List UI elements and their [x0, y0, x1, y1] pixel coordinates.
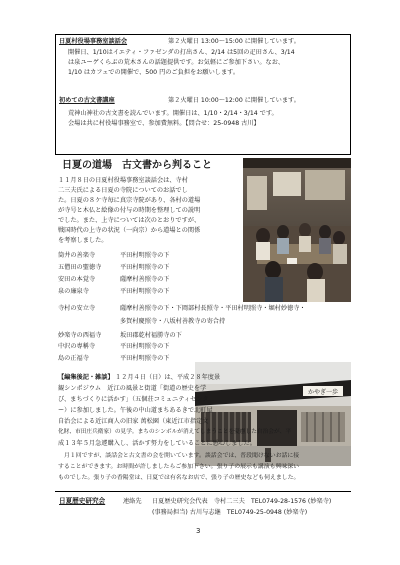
note-line: 月１回ですが、談話会と古文書の会を開いています。談話会では、普段聞けないお話に接 [64, 453, 300, 459]
temple-name: 筒井の善楽寺 [58, 252, 96, 259]
temple-name: 妙楽寺の西福寺 [58, 332, 102, 339]
footer-contact: (事務局担当) 古川与志継 TEL0749-25-0948 (妙楽寺) [152, 509, 308, 516]
footer-contact: 日夏歴史研究会代表 寺村二三夫 TEL0749-28-1576 (妙楽寺) [152, 498, 332, 505]
temple-row [58, 275, 170, 284]
temple-name: 五僧田の聖徳寺 [58, 264, 102, 271]
footer-org: 日夏歴史研究会 [59, 497, 106, 505]
course-title: 初めての古文書講座 [59, 97, 115, 104]
footer-contact-label: 連絡先 [123, 498, 142, 505]
note-head: 【編集後記・雑談】 [58, 374, 114, 381]
temple-row [58, 317, 225, 326]
meeting-photo [243, 158, 351, 302]
temple-row [58, 342, 170, 351]
article-line: た。日夏の８ケ寺毎に真宗寺院があり、各村の道場 [58, 197, 201, 204]
footer-divider [55, 491, 351, 492]
course-text: 会場は共に村役場事務室で、参加費無料。【問合せ：25-0948 古川】 [68, 120, 260, 127]
temple-row [58, 304, 306, 313]
temple-row [58, 354, 170, 363]
note-line: 観シンポジウム 近江の風景と街道「街道の歴史を学 [58, 385, 207, 392]
temple-desc: 平田村明照寺の下 [120, 288, 170, 295]
temple-desc: 坂田郡乾村福勝寺の下 [120, 332, 182, 339]
article-line: 二三夫氏による日夏の寺院についてのお話でし [58, 187, 188, 194]
meeting-text: 開催日、1/10はイエティ・ファゼンダの打出さん、2/14 は5回の疋田さん、3/14 [68, 49, 295, 56]
temple-desc: 平田村明照寺の下 [120, 264, 170, 271]
article-title: 日夏の道場 古文書から判ること [62, 160, 212, 171]
meeting-text: は泉ユーゲくらぶの荒木さんの話題提供です。お気軽にご参加下さい。なお、 [68, 59, 285, 66]
note-line: 化財、市田庄兵衛家）の見学。まちのシンボルが消えてしまうことを憂慮した自治会が、平 [58, 429, 292, 435]
article-line: を考察しました。 [58, 237, 108, 244]
temple-name: 島の正福寺 [58, 355, 89, 362]
temple-desc: 薩摩村善照寺の下 [120, 276, 170, 283]
note-line: １２月４日（日）は、平成２８年度景 [115, 374, 221, 381]
page-number: 3 [196, 527, 201, 535]
temple-row [58, 263, 170, 272]
note-line: 自治会による近江商人の旧家 萬松園（東近江市指定文 [58, 418, 209, 425]
house-sign: かやぎ一歩 [307, 389, 339, 396]
temple-name: 中沢の専稱寺 [58, 343, 96, 350]
meeting-photo-image [243, 158, 351, 302]
temple-desc: 平田村明照寺の下 [120, 252, 170, 259]
temple-desc: 薩摩村善照寺の下・下岡部村長照寺・平田村明照寺・堀村妙徳寺・ [120, 305, 306, 312]
note-line: することができます。お時間が許しましたらご参加下さい。張り子の展示も講演も興味深い [58, 464, 300, 470]
note-line: び、まちづくりに活かす」（五個荘コミュニティセンタ [58, 396, 209, 403]
temple-row [58, 331, 182, 340]
note-line: ものでした。張り子の香陽堂は、日夏では有名なお店で、張り子の歴史なども伺えました。 [58, 475, 300, 481]
note-line: ー）に参加しました。午後の中山道まちあるきで北町屋 [58, 407, 213, 414]
article-line: １１月８日の日夏村役場事務室談話会は、寺村 [58, 177, 188, 184]
course-text: 荒神山神社の古文書を読んでいます。開催日は、1/10・2/14・3/14 です。 [68, 110, 278, 117]
article-line: でした。また、上寺については次のとおりですが、 [58, 217, 201, 224]
meeting-title: 日夏村役場事務室談話会 [59, 38, 128, 45]
temple-name: 安田の本覚寺 [58, 276, 96, 283]
temple-row [58, 251, 170, 260]
temple-name: 泉の廉泉寺 [58, 288, 89, 295]
temple-name: 寺村の安立寺 [58, 305, 96, 312]
meeting-schedule: 第２火曜日 13:00～15:00 に開催しています。 [168, 38, 300, 45]
temple-desc: 平田村明照寺の下 [120, 355, 170, 362]
course-schedule: 第２火曜日 10:00～12:00 に開催しています。 [168, 97, 300, 104]
meeting-text: 1/10 はカフェでの開催で、500 円のご負担をお願いします。 [68, 69, 240, 76]
temple-desc: 多賀村慶照寺・八坂村善教寺の寄合持 [120, 318, 226, 325]
temple-desc: 平田村明照寺の下 [120, 343, 170, 350]
article-line: 戦国時代の上寺の状況（一向宗）から道場との関係 [58, 227, 201, 234]
note-line: 成１３年５月急遽購入し、活かす努力をしていることに感心しました。 [58, 440, 256, 447]
article-line: が寺号と木仏と絵像の付与の時期を整理しての説明 [58, 207, 201, 214]
temple-row [58, 287, 170, 296]
